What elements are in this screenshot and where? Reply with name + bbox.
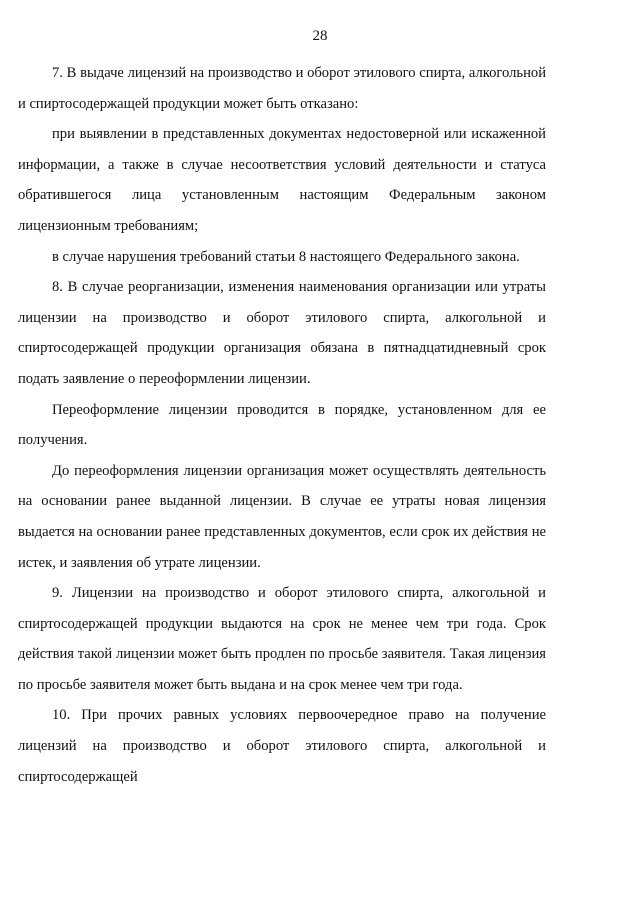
- paragraph-8: 8. В случае реорганизации, изменения наименования организации или утраты лицензии на производство и оборот этилового спирта, алкогольной и спиртосодержащей продукции организация обязана в пятнадцатидневный срок подать заявление о переоформлении лицензии.: [18, 279, 546, 387]
- paragraph-reissue-procedure: Переоформление лицензии проводится в порядке, установленном для ее получения.: [18, 401, 546, 449]
- paragraph-before-reissue: До переоформления лицензии организация может осуществлять деятельность на основании ранее выданной лицензии. В случае ее утраты новая лицензия выдается на основании ранее представленных документов, если срок их действия не истек, и заявления об утрате лицензии.: [18, 462, 546, 571]
- paragraph-7: 7. В выдаче лицензий на производство и оборот этилового спирта, алкогольной и спиртосодержащей продукции может быть отказано:: [18, 65, 546, 112]
- page-number: 28: [312, 28, 328, 44]
- paragraph-refusal-ground-2: в случае нарушения требований статьи 8 настоящего Федерального закона.: [52, 248, 520, 265]
- paragraph-refusal-ground-1: при выявлении в представленных документах недостоверной или искаженной информации, а также в случае несоответствия условий деятельности и статуса обратившегося лица установленным настоящим Федеральным законом лицензионным требованиям;: [18, 126, 546, 234]
- paragraph-10: 10. При прочих равных условиях первоочередное право на получение лицензий на производство и оборот этилового спирта, алкогольной и спиртосодержащей: [18, 707, 546, 785]
- paragraph-9: 9. Лицензии на производство и оборот этилового спирта, алкогольной и спиртосодержащей продукции выдаются на срок не менее чем три года. Срок действия такой лицензии может быть продлен по просьбе заявителя. Такая лицензия по просьбе заявителя может быть выдана и на срок менее чем три года.: [18, 585, 546, 693]
- document-body: [18, 58, 546, 792]
